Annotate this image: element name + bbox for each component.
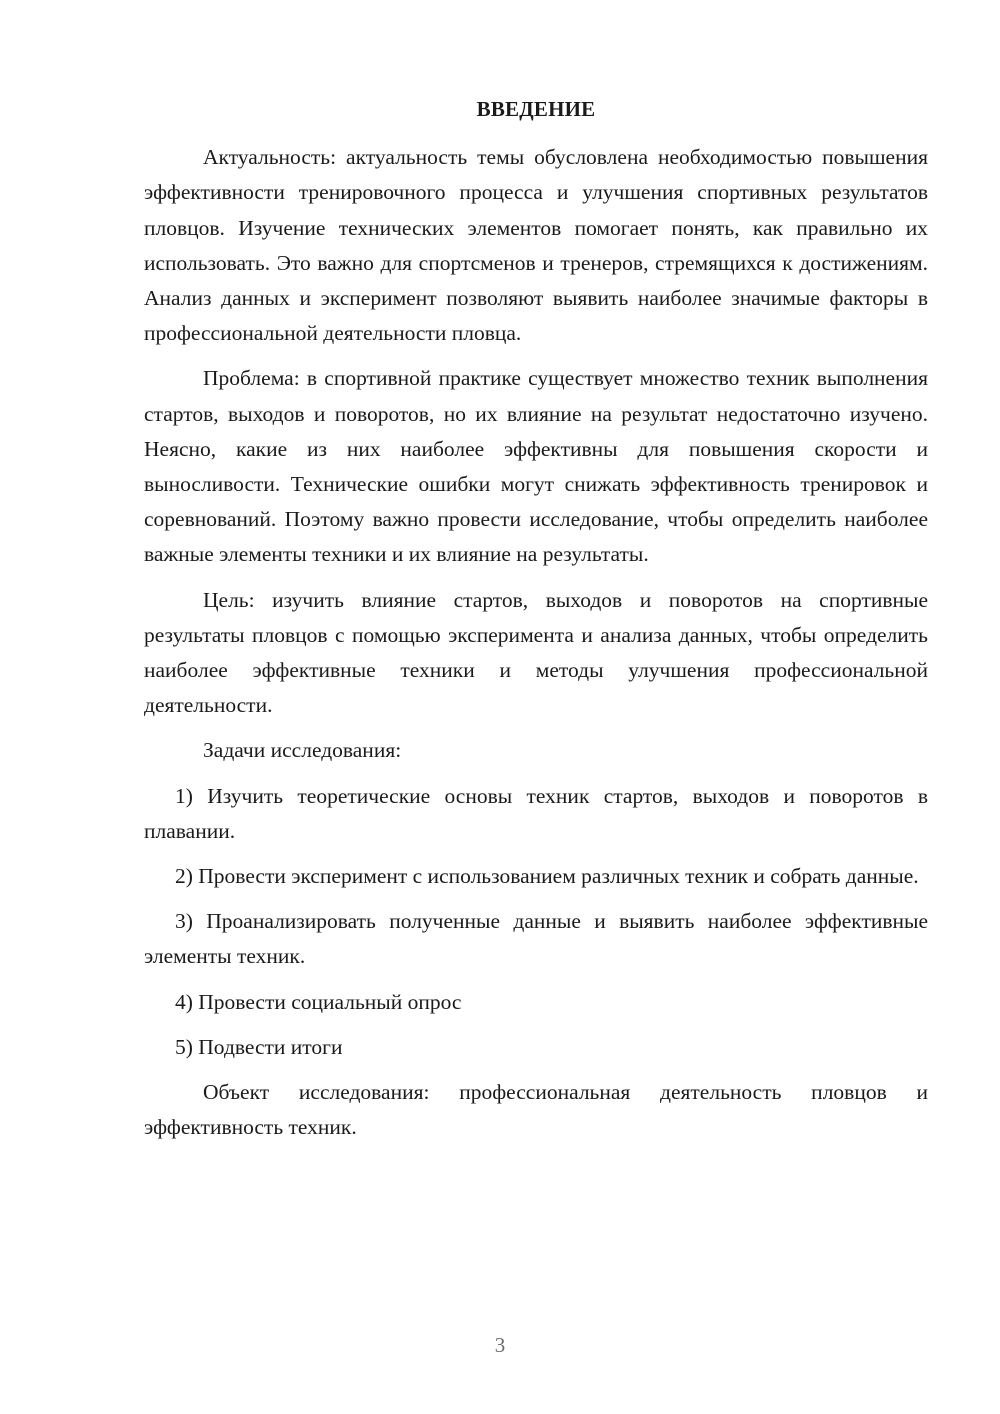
task-item-3: 3) Проанализировать полученные данные и выявить наиболее эффективные элементы техник. <box>144 909 928 969</box>
page-number: 3 <box>494 1333 506 1357</box>
task-item-5: 5) Подвести итоги <box>175 1034 343 1059</box>
paragraph-object: Объект исследования: профессиональная деятельность пловцов и эффективность техник. <box>144 1080 928 1140</box>
paragraph-relevance: Актуальность: актуальность темы обусловлена необходимостью повышения эффективности тренировочного процесса и улучшения спортивных результатов пловцов. Изучение технических элементов помогает понять, как правильно их использовать. Это важно для спортсменов и тренеров, стремящихся к достижениям. Анализ данных и эксперимент позволяют выявить наиболее значимые факторы в профессиональной деятельности пловца. <box>144 145 928 346</box>
paragraph-goal: Цель: изучить влияние стартов, выходов и поворотов на спортивные результаты пловцов с помощью эксперимента и анализа данных, чтобы определить наиболее эффективные техники и методы улучшения профессиональной деятельности. <box>144 587 928 718</box>
page-title: ВВЕДЕНИЕ <box>476 97 596 121</box>
document-page <box>144 92 928 1155</box>
task-item-1: 1) Изучить теоретические основы техник стартов, выходов и поворотов в плавании. <box>144 783 928 843</box>
task-item-4: 4) Провести социальный опрос <box>175 989 462 1014</box>
task-item-2: 2) Провести эксперимент с использованием различных техник и собрать данные. <box>175 864 919 889</box>
paragraph-tasks-heading: Задачи исследования: <box>203 738 402 763</box>
paragraph-problem: Проблема: в спортивной практике существует множество техник выполнения стартов, выходов и поворотов, но их влияние на результат недостаточно изучено. Неясно, какие из них наиболее эффективны для повышения скорости и выносливости. Технические ошибки могут снижать эффективность тренировок и соревнований. Поэтому важно провести исследование, чтобы определить наиболее важные элементы техники и их влияние на результаты. <box>144 366 928 567</box>
